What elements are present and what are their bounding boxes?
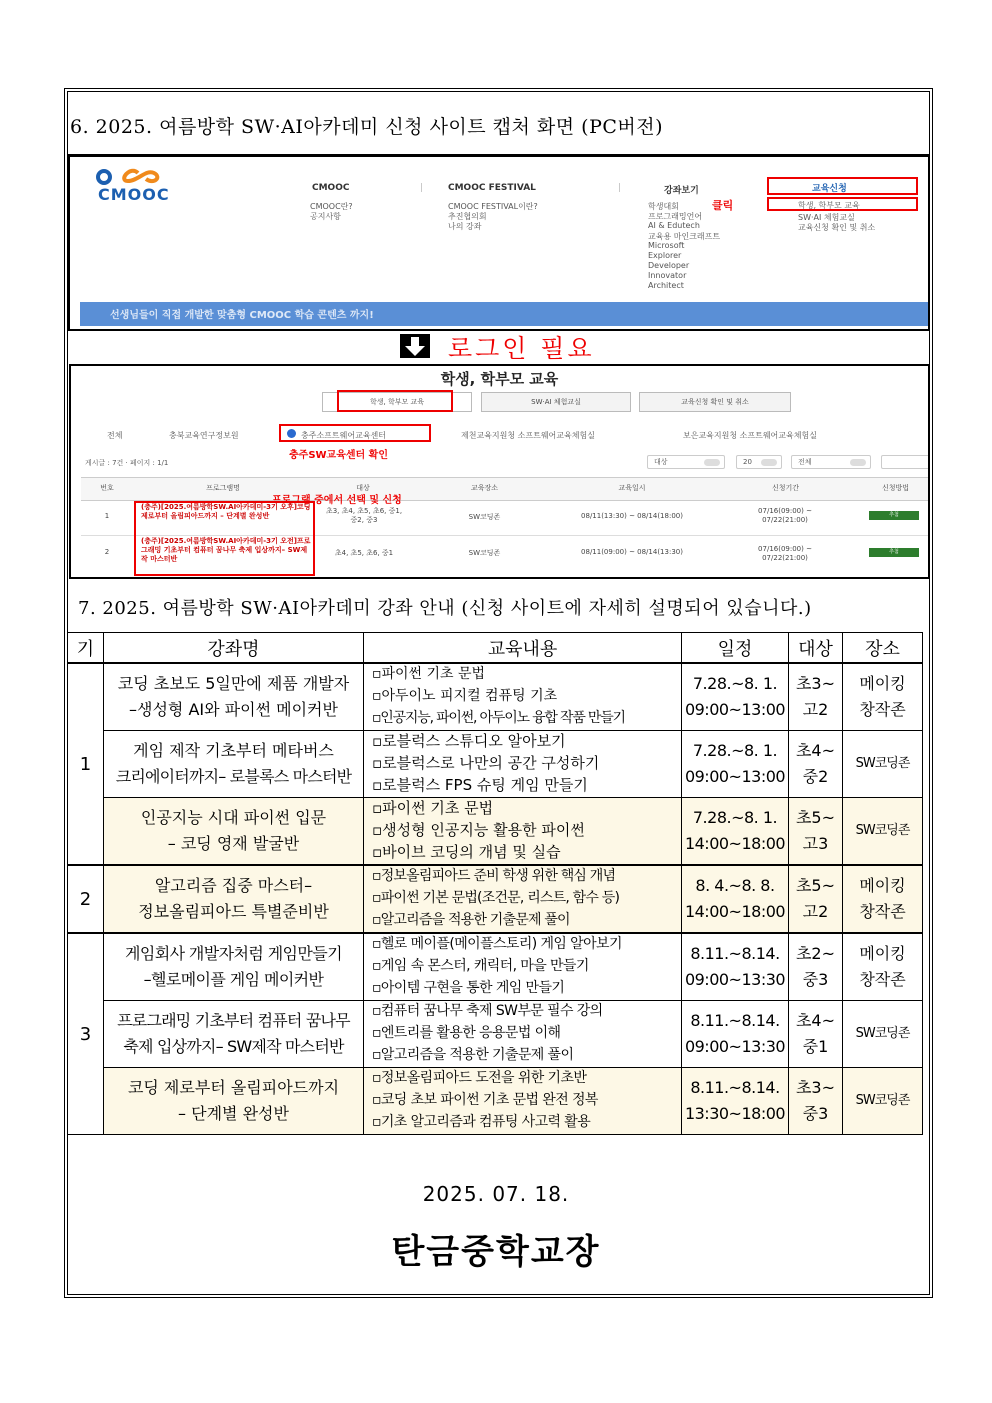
segment-item[interactable]: 제천교육지원청 소프트웨어교육체험실	[461, 431, 595, 440]
apply-button[interactable]: 추첨	[869, 548, 919, 557]
row-place: SW코딩존	[468, 513, 501, 521]
select-note: 프로그램 중에서 선택 및 신청	[272, 495, 402, 506]
table-header-row	[68, 633, 923, 664]
content-item: ▫인공지능, 파이썬, 아두이노 융합 작품 만들기	[372, 710, 625, 726]
col-target: 대상	[356, 484, 370, 492]
menu-item[interactable]: SW·AI 체험교실	[798, 213, 855, 222]
schedule: 09:00~13:30	[684, 1037, 786, 1056]
content-item: ▫아두이노 피지컬 컴퓨팅 기초	[372, 688, 558, 704]
content-item: ▫파이썬 기초 문법	[372, 799, 494, 817]
cmooc-logo	[94, 167, 206, 204]
course-name: –헬로메이플 게임 메이커반	[143, 970, 324, 989]
target: 초3~	[795, 1078, 836, 1097]
schedule: 14:00~18:00	[684, 834, 786, 853]
col-no: 번호	[100, 484, 114, 492]
check-icon	[287, 429, 296, 438]
document-date: 2025. 07. 18.	[422, 1182, 570, 1206]
row-no: 2	[104, 548, 110, 556]
menu-cmooc[interactable]: CMOOC	[312, 183, 350, 193]
content-item: ▫파이썬 기본 문법(조건문, 리스트, 함수 등)	[372, 890, 620, 906]
center-confirm-note: 충주SW교육센터 확인	[289, 450, 388, 461]
schedule: 8.11.~8.14.	[690, 1011, 780, 1030]
target: 초3~	[795, 674, 836, 693]
content-item: ▫바이브 코딩의 개념 및 실습	[372, 843, 561, 861]
row-target: 초3, 초4, 초5, 초6, 중1, 중2, 중3	[325, 507, 403, 524]
menu-item[interactable]: 프로그래밍언어	[648, 212, 703, 221]
menu-separator: |	[420, 183, 424, 193]
logo-text: CMOOC	[98, 185, 170, 204]
content-item: ▫정보올림피아드 준비 학생 위한 핵심 개념	[372, 868, 616, 884]
course-name: 프로그래밍 기초부터 컴퓨터 꿈나무	[117, 1011, 350, 1030]
content-item: ▫알고리즘을 적용한 기출문제 풀이	[372, 912, 570, 928]
col-method: 신청방법	[881, 484, 910, 492]
content-item: ▫정보올림피아드 도전을 위한 기초반	[372, 1070, 587, 1086]
term-cell: 1	[68, 663, 104, 865]
place: 메이킹	[859, 674, 906, 693]
col-place: 교육장소	[470, 484, 499, 492]
row-place: SW코딩존	[468, 549, 501, 557]
course-name: 알고리즘 집중 마스터–	[154, 876, 313, 895]
th-schedule: 일정	[682, 633, 789, 664]
course-name: 코딩 제로부터 올림피아드까지	[127, 1078, 340, 1097]
schedule: 8.11.~8.14.	[690, 944, 780, 963]
place: 메이킹	[859, 876, 906, 895]
schedule: 7.28.~8. 1.	[692, 674, 778, 693]
content-item: ▫엔트리를 활용한 응용문법 이해	[372, 1025, 561, 1041]
course-name: 인공지능 시대 파이썬 입문	[140, 808, 327, 827]
segment-item[interactable]: 충북교육연구정보원	[169, 431, 239, 440]
click-annotation: 클릭	[712, 199, 734, 212]
menu-courses[interactable]: 강좌보기	[664, 186, 699, 196]
login-required-note: 로그인 필요	[448, 334, 595, 363]
menu-item-student-parent[interactable]: 학생, 학부모 교육	[798, 201, 860, 210]
course-name: –생성형 AI와 파이썬 메이커반	[129, 700, 338, 719]
target: 초5~	[795, 876, 836, 895]
place: 창작존	[859, 700, 906, 719]
course-name: 크리에이터까지– 로블록스 마스터반	[115, 767, 352, 786]
section-6-title: 6. 2025. 여름방학 SW·AI아카데미 신청 사이트 캡처 화면 (PC버전)	[70, 116, 664, 138]
target: 중3	[802, 970, 829, 989]
segment-chungju[interactable]: 충주소프트웨어교육센터	[301, 431, 387, 440]
term-cell: 3	[68, 933, 104, 1135]
content-item: ▫컴퓨터 꿈나무 축제 SW부문 필수 강의	[372, 1003, 603, 1019]
content-item: ▫알고리즘을 적용한 기출문제 풀이	[372, 1047, 574, 1063]
content-item: ▫로블럭스로 나만의 공간 구성하기	[372, 754, 600, 772]
menu-apply[interactable]: 교육신청	[812, 184, 847, 194]
place: SW코딩존	[855, 1026, 910, 1041]
course-name: – 단계별 완성반	[178, 1104, 289, 1123]
course-name: – 코딩 영재 발굴반	[167, 834, 300, 853]
target: 고3	[802, 834, 829, 853]
th-place: 장소	[843, 633, 923, 664]
row-period: 07/16(09:00) ~ 07/22(21:00)	[758, 545, 812, 562]
place: SW코딩존	[855, 756, 910, 771]
down-arrow-icon	[400, 334, 430, 358]
place: 메이킹	[859, 944, 906, 963]
schedule: 7.28.~8. 1.	[692, 808, 778, 827]
row-no: 1	[104, 512, 110, 520]
schedule: 09:00~13:30	[684, 970, 786, 989]
filter-scope-select[interactable]: 전체	[791, 455, 871, 469]
menu-item[interactable]: 학생대회	[648, 202, 679, 211]
table-row	[68, 663, 923, 731]
th-content: 교육내용	[364, 633, 682, 664]
course-table	[67, 632, 923, 1135]
principal-signature: 탄금중학교장	[391, 1232, 601, 1272]
table-row	[68, 865, 923, 933]
menu-item[interactable]: 교육신청 확인 및 취소	[798, 223, 876, 232]
table-row	[68, 798, 923, 866]
segment-item[interactable]: 보은교육지원청 소프트웨어교육체험실	[683, 431, 817, 440]
course-name: 정보올림피아드 특별준비반	[138, 902, 329, 921]
th-course: 강좌명	[104, 633, 364, 664]
schedule: 13:30~18:00	[684, 1104, 786, 1123]
target: 초5~	[795, 808, 836, 827]
menu-item[interactable]: 나의 강좌	[448, 222, 482, 231]
site-capture-menu	[68, 155, 930, 331]
content-item: ▫파이썬 기초 문법	[372, 666, 486, 682]
target: 중2	[802, 767, 829, 786]
content-item: ▫아이템 구현을 통한 게임 만들기	[372, 980, 565, 996]
content-item: ▫코딩 초보 파이썬 기초 문법 완전 정복	[372, 1092, 598, 1108]
place: SW코딩존	[855, 1093, 910, 1108]
content-item: ▫기초 알고리즘과 컴퓨팅 사고력 활용	[372, 1114, 591, 1130]
menu-separator: |	[618, 183, 622, 193]
menu-item[interactable]: Developer	[648, 261, 690, 270]
row-date: 08/11(13:30) ~ 08/14(18:00)	[581, 512, 683, 520]
menu-item[interactable]: AI & Edutech	[648, 221, 700, 230]
course-name: 코딩 초보도 5일만에 제품 개발자	[117, 674, 350, 693]
place: 창작존	[859, 902, 906, 921]
schedule: 09:00~13:00	[684, 700, 786, 719]
content-item: ▫생성형 인공지능 활용한 파이썬	[372, 821, 585, 839]
program-name-link[interactable]: (충주)[2025.여름방학SW.AI아카데미-3기 오전]프로그래밍 기초부터 컴퓨터 꿈나무 축제 입상까지– SW제작 마스터반	[141, 537, 311, 563]
content-item: ▫로블럭스 스튜디오 알아보기	[372, 732, 566, 750]
apply-page-title: 학생, 학부모 교육	[440, 370, 559, 388]
place: SW코딩존	[855, 823, 910, 838]
menu-item[interactable]: 추진협의회	[448, 212, 487, 221]
col-date: 교육일시	[618, 484, 646, 492]
content-item: ▫게임 속 몬스터, 캐릭터, 마을 만들기	[372, 958, 589, 974]
th-target: 대상	[789, 633, 843, 664]
table-row	[68, 731, 923, 798]
content-item: ▫로블럭스 FPS 슈팅 게임 만들기	[372, 776, 588, 794]
section-7-title: 7. 2025. 여름방학 SW·AI아카데미 강좌 안내 (신청 사이트에 자세히 설명되어 있습니다.)	[78, 598, 812, 619]
menu-item[interactable]: 교육용 마인크래프트	[648, 232, 721, 241]
table-row	[68, 1001, 923, 1068]
row-target: 초4, 초5, 초6, 중1	[334, 549, 394, 557]
apply-button[interactable]: 추첨	[869, 511, 919, 520]
tab-confirm-cancel[interactable]: 교육신청 확인 및 취소	[639, 392, 791, 412]
term-cell: 2	[68, 865, 104, 933]
search-input[interactable]	[881, 455, 930, 469]
program-name-link[interactable]: (충주)[2025.여름방학SW.AI아카데미-3기 오후]코딩 제로부터 올림피아드까지 – 단계별 완성반	[141, 503, 311, 520]
col-program: 프로그램명	[206, 484, 240, 492]
segment-all[interactable]: 전체	[107, 431, 123, 440]
tab-student-parent[interactable]: 학생, 학부모 교육	[322, 392, 472, 412]
banner-text: 선생님들이 직접 개발한 맞춤형 CMOOC 학습 콘텐츠 까지!	[110, 310, 374, 321]
content-item: ▫헬로 메이플(메이플스토리) 게임 알아보기	[372, 936, 622, 952]
place: 창작존	[859, 970, 906, 989]
schedule: 7.28.~8. 1.	[692, 741, 778, 760]
target: 중1	[802, 1037, 829, 1056]
menu-item[interactable]: Microsoft	[648, 241, 685, 250]
menu-item[interactable]: 공지사항	[310, 212, 341, 221]
schedule: 8.11.~8.14.	[690, 1078, 780, 1097]
course-name: 축제 입상까지– SW제작 마스터반	[123, 1037, 344, 1056]
highlight-box	[337, 390, 453, 412]
row-period: 07/16(09:00) ~ 07/22(21:00)	[758, 507, 812, 524]
filter-size-select[interactable]: 20	[736, 455, 782, 469]
target: 초2~	[795, 944, 836, 963]
target: 초4~	[795, 741, 836, 760]
menu-festival[interactable]: CMOOC FESTIVAL	[448, 183, 536, 193]
course-name: 게임 제작 기초부터 메타버스	[133, 741, 334, 760]
target: 초4~	[795, 1011, 836, 1030]
menu-item[interactable]: Architect	[648, 281, 684, 290]
table-row	[68, 933, 923, 1001]
col-period: 신청기간	[771, 484, 800, 492]
filter-target-select[interactable]: 대상	[647, 455, 725, 469]
course-name: 게임회사 개발자처럼 게임만들기	[125, 944, 342, 963]
menu-item[interactable]: CMOOC란?	[310, 202, 353, 211]
row-date: 08/11(09:00) ~ 08/14(13:30)	[581, 548, 683, 556]
target: 중3	[802, 1104, 829, 1123]
table-row	[68, 1068, 923, 1135]
target: 고2	[802, 700, 829, 719]
menu-item[interactable]: CMOOC FESTIVAL이란?	[448, 202, 538, 211]
menu-item[interactable]: Innovator	[648, 271, 687, 280]
menu-item[interactable]: Explorer	[648, 251, 682, 260]
schedule: 8. 4.~8. 8.	[695, 876, 775, 895]
schedule: 14:00~18:00	[684, 902, 786, 921]
schedule: 09:00~13:00	[684, 767, 786, 786]
tab-sw-ai[interactable]: SW·AI 체험교실	[481, 392, 631, 412]
site-banner	[80, 302, 930, 326]
post-count: 게시글 : 7건 · 페이지 : 1/1	[85, 459, 169, 467]
th-term: 기	[68, 633, 104, 664]
target: 고2	[802, 902, 829, 921]
